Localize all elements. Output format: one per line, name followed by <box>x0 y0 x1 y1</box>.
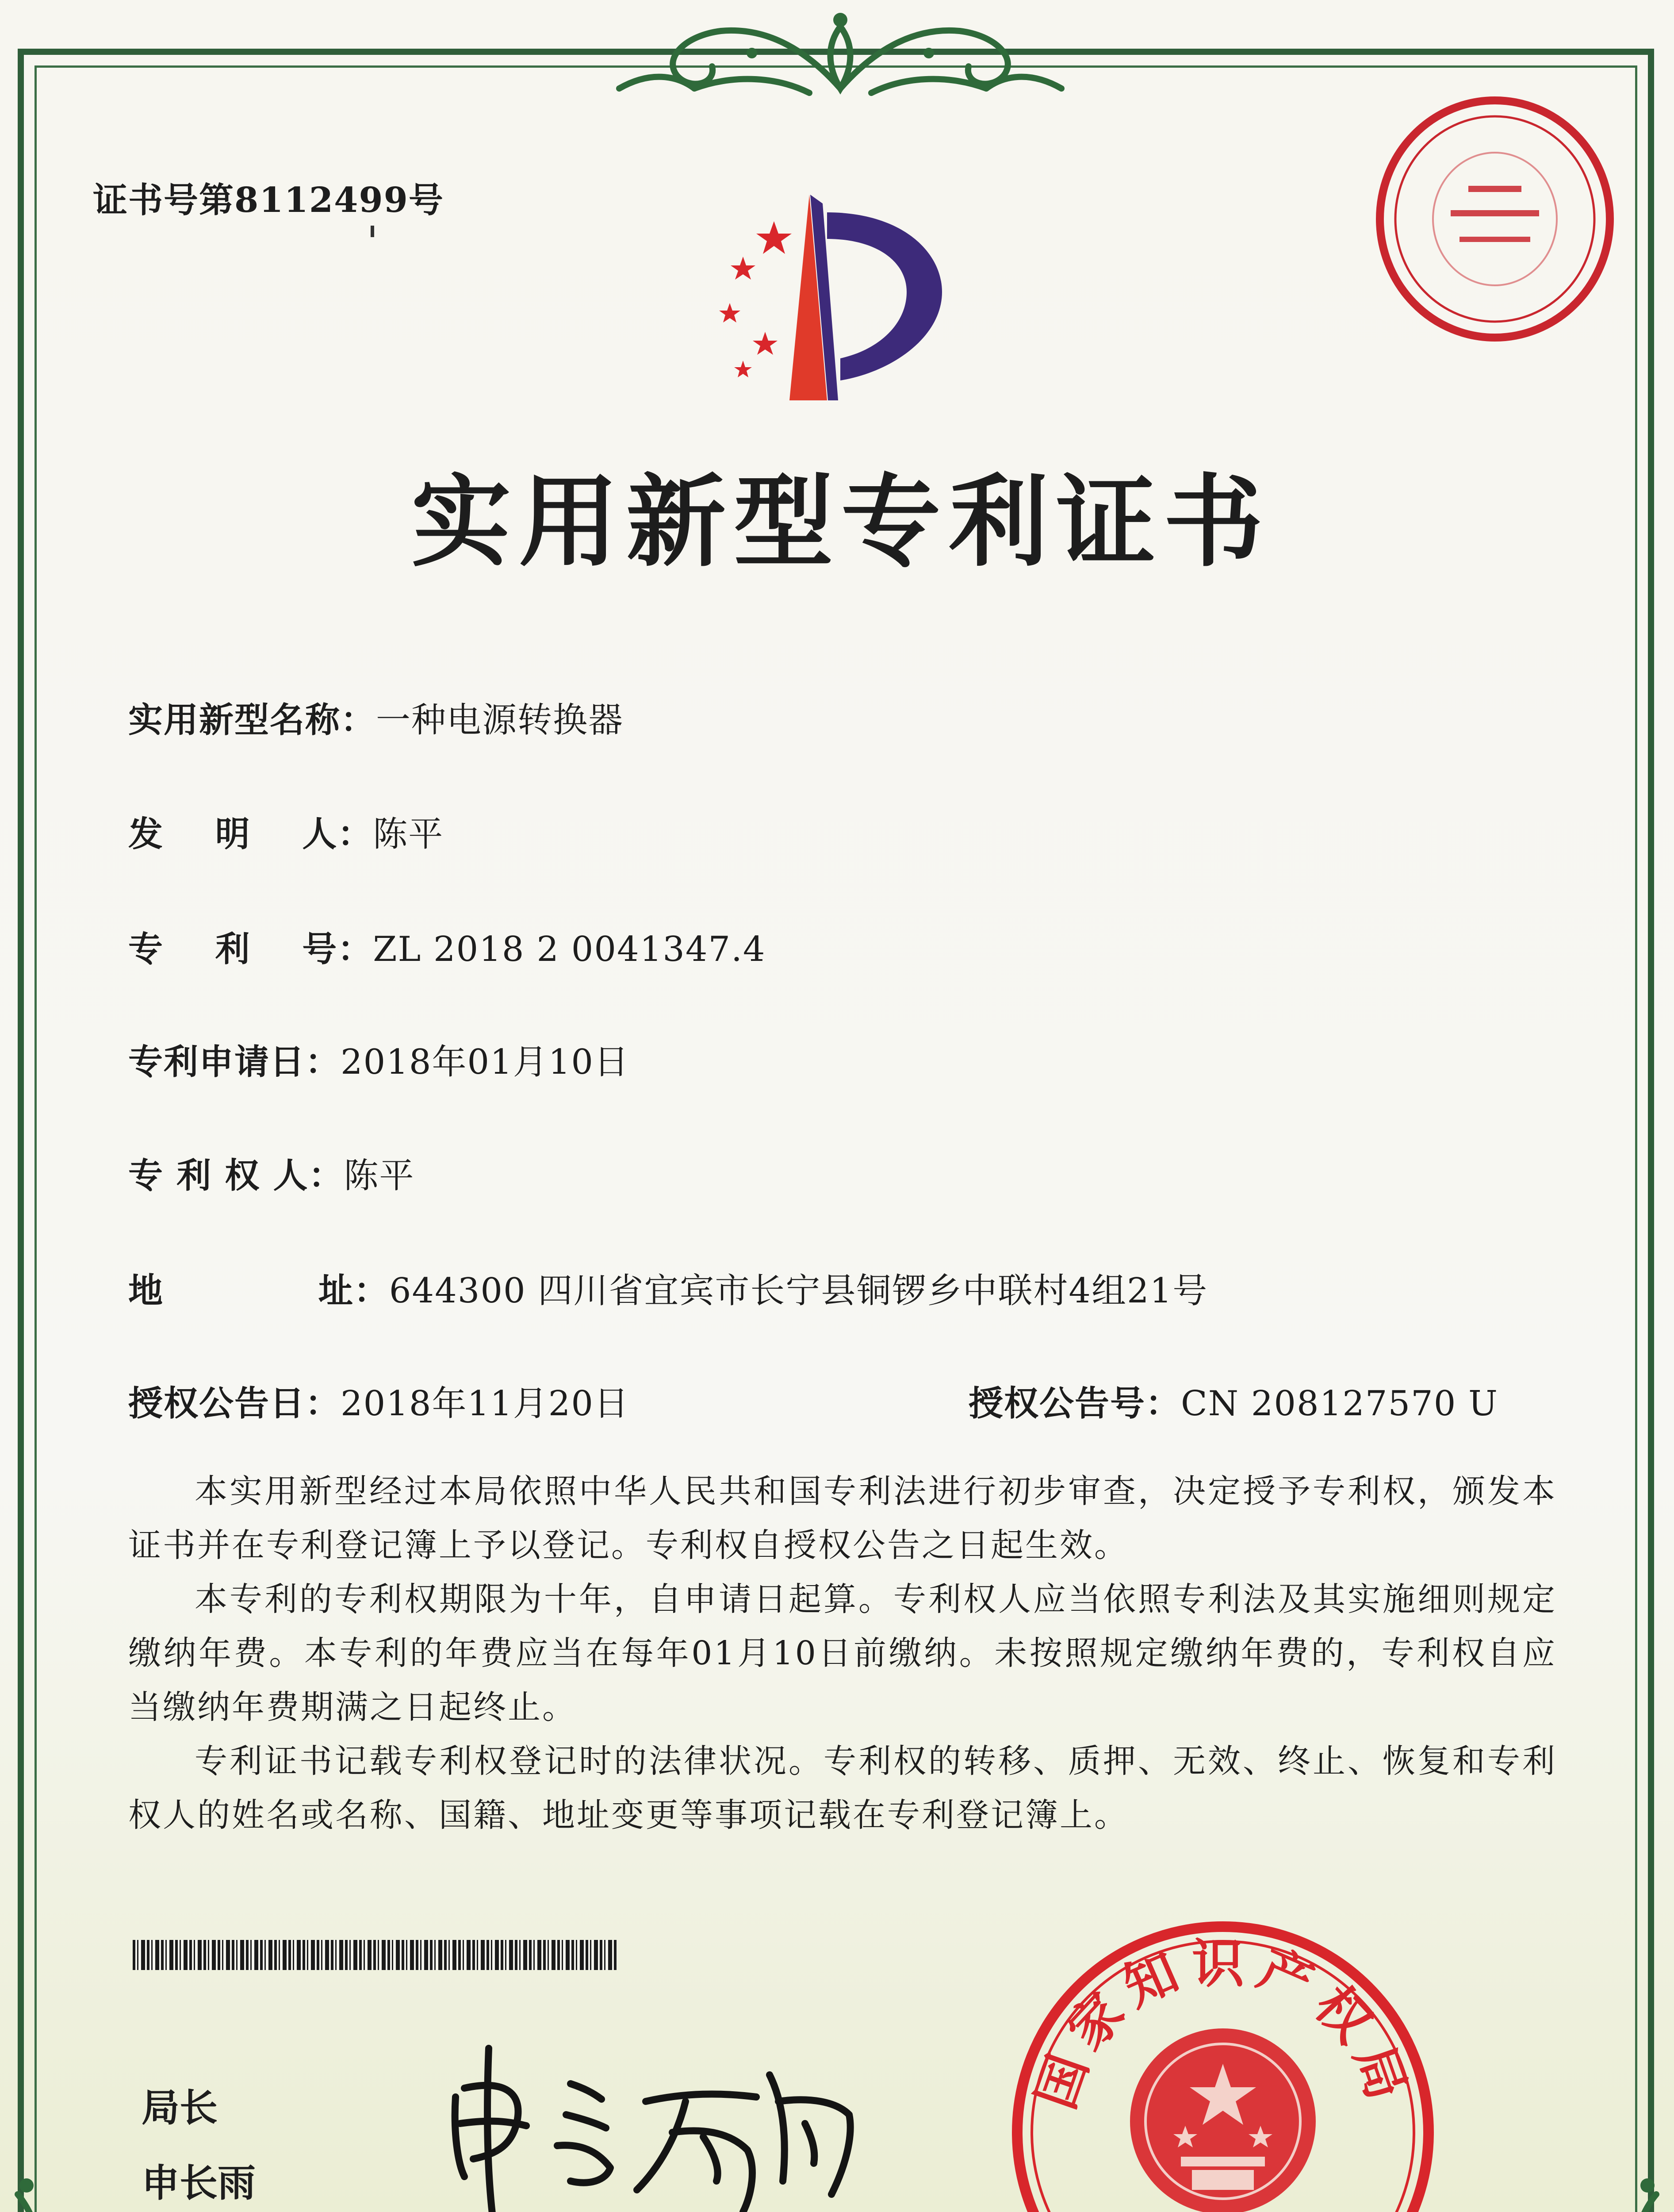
field-patent-number-label: 专 利 号： <box>128 929 373 969</box>
field-address <box>128 1263 1208 1313</box>
signatory-title: 局长 <box>142 2085 218 2130</box>
body-text <box>128 1464 1557 1842</box>
official-seal <box>1006 1916 1440 2212</box>
ink-mark <box>371 226 374 237</box>
field-inventor-label: 发 明 人： <box>128 814 373 854</box>
field-grant-number-value: CN 208127570 U <box>1181 1384 1498 1424</box>
body-paragraph: 本专利的专利权期限为十年，自申请日起算。专利权人应当依照专利法及其实施细则规定缴纳年费。本专利的年费应当在每年01月10日前缴纳。未按照规定缴纳年费的，专利权自应当缴纳年费期满之日起终止。 <box>128 1580 1557 1726</box>
field-grant-date-label: 授权公告日： <box>128 1383 341 1424</box>
field-patent-number-value: ZL 2018 2 0041347.4 <box>373 929 766 969</box>
field-grant-date <box>128 1376 629 1425</box>
field-grant-number <box>969 1376 1498 1425</box>
field-name <box>128 692 624 742</box>
handwritten-signature <box>438 2035 871 2212</box>
signatory-name: 申长雨 <box>142 2161 256 2205</box>
certificate-number: 证书号第8112499号 <box>93 180 444 220</box>
field-name-value: 一种电源转换器 <box>376 700 624 740</box>
body-paragraph: 本实用新型经过本局依照中华人民共和国专利法进行初步审查，决定授予专利权，颁发本证书并在专利登记簿上予以登记。专利权自授权公告之日起生效。 <box>128 1472 1557 1564</box>
corner-ornament-bottom-right-icon <box>1471 2159 1674 2212</box>
tax-stamp-seal <box>1371 91 1619 347</box>
field-name-label: 实用新型名称： <box>128 700 376 740</box>
barcode <box>133 1940 617 1970</box>
field-inventor-value: 陈平 <box>373 814 444 854</box>
field-filing-date <box>128 1034 629 1084</box>
patent-office-logo-icon <box>694 186 991 403</box>
page-title: 实用新型专利证书 <box>411 465 1271 580</box>
field-filing-date-label: 专利申请日： <box>128 1042 341 1082</box>
field-filing-date-value: 2018年01月10日 <box>341 1042 630 1082</box>
field-patentee-value: 陈平 <box>344 1156 415 1196</box>
field-address-value: 644300 四川省宜宾市长宁县铜锣乡中联村4组21号 <box>389 1271 1208 1311</box>
field-grant-number-label: 授权公告号： <box>969 1383 1181 1424</box>
field-patentee-label: 专 利 权 人： <box>128 1156 344 1196</box>
field-patent-number <box>128 922 766 971</box>
field-grant-date-value: 2018年11月20日 <box>341 1384 630 1424</box>
field-address-label: 地 址： <box>128 1271 389 1311</box>
field-patentee <box>128 1148 414 1198</box>
top-ornament-icon <box>562 0 1119 102</box>
field-inventor <box>128 806 444 856</box>
body-paragraph: 专利证书记载专利权登记时的法律状况。专利权的转移、质押、无效、终止、恢复和专利权人的姓名或名称、国籍、地址变更等事项记载在专利登记簿上。 <box>128 1742 1557 1834</box>
svg-text:国家知识产权局: 国家知识产权局 <box>1024 1933 1421 2116</box>
